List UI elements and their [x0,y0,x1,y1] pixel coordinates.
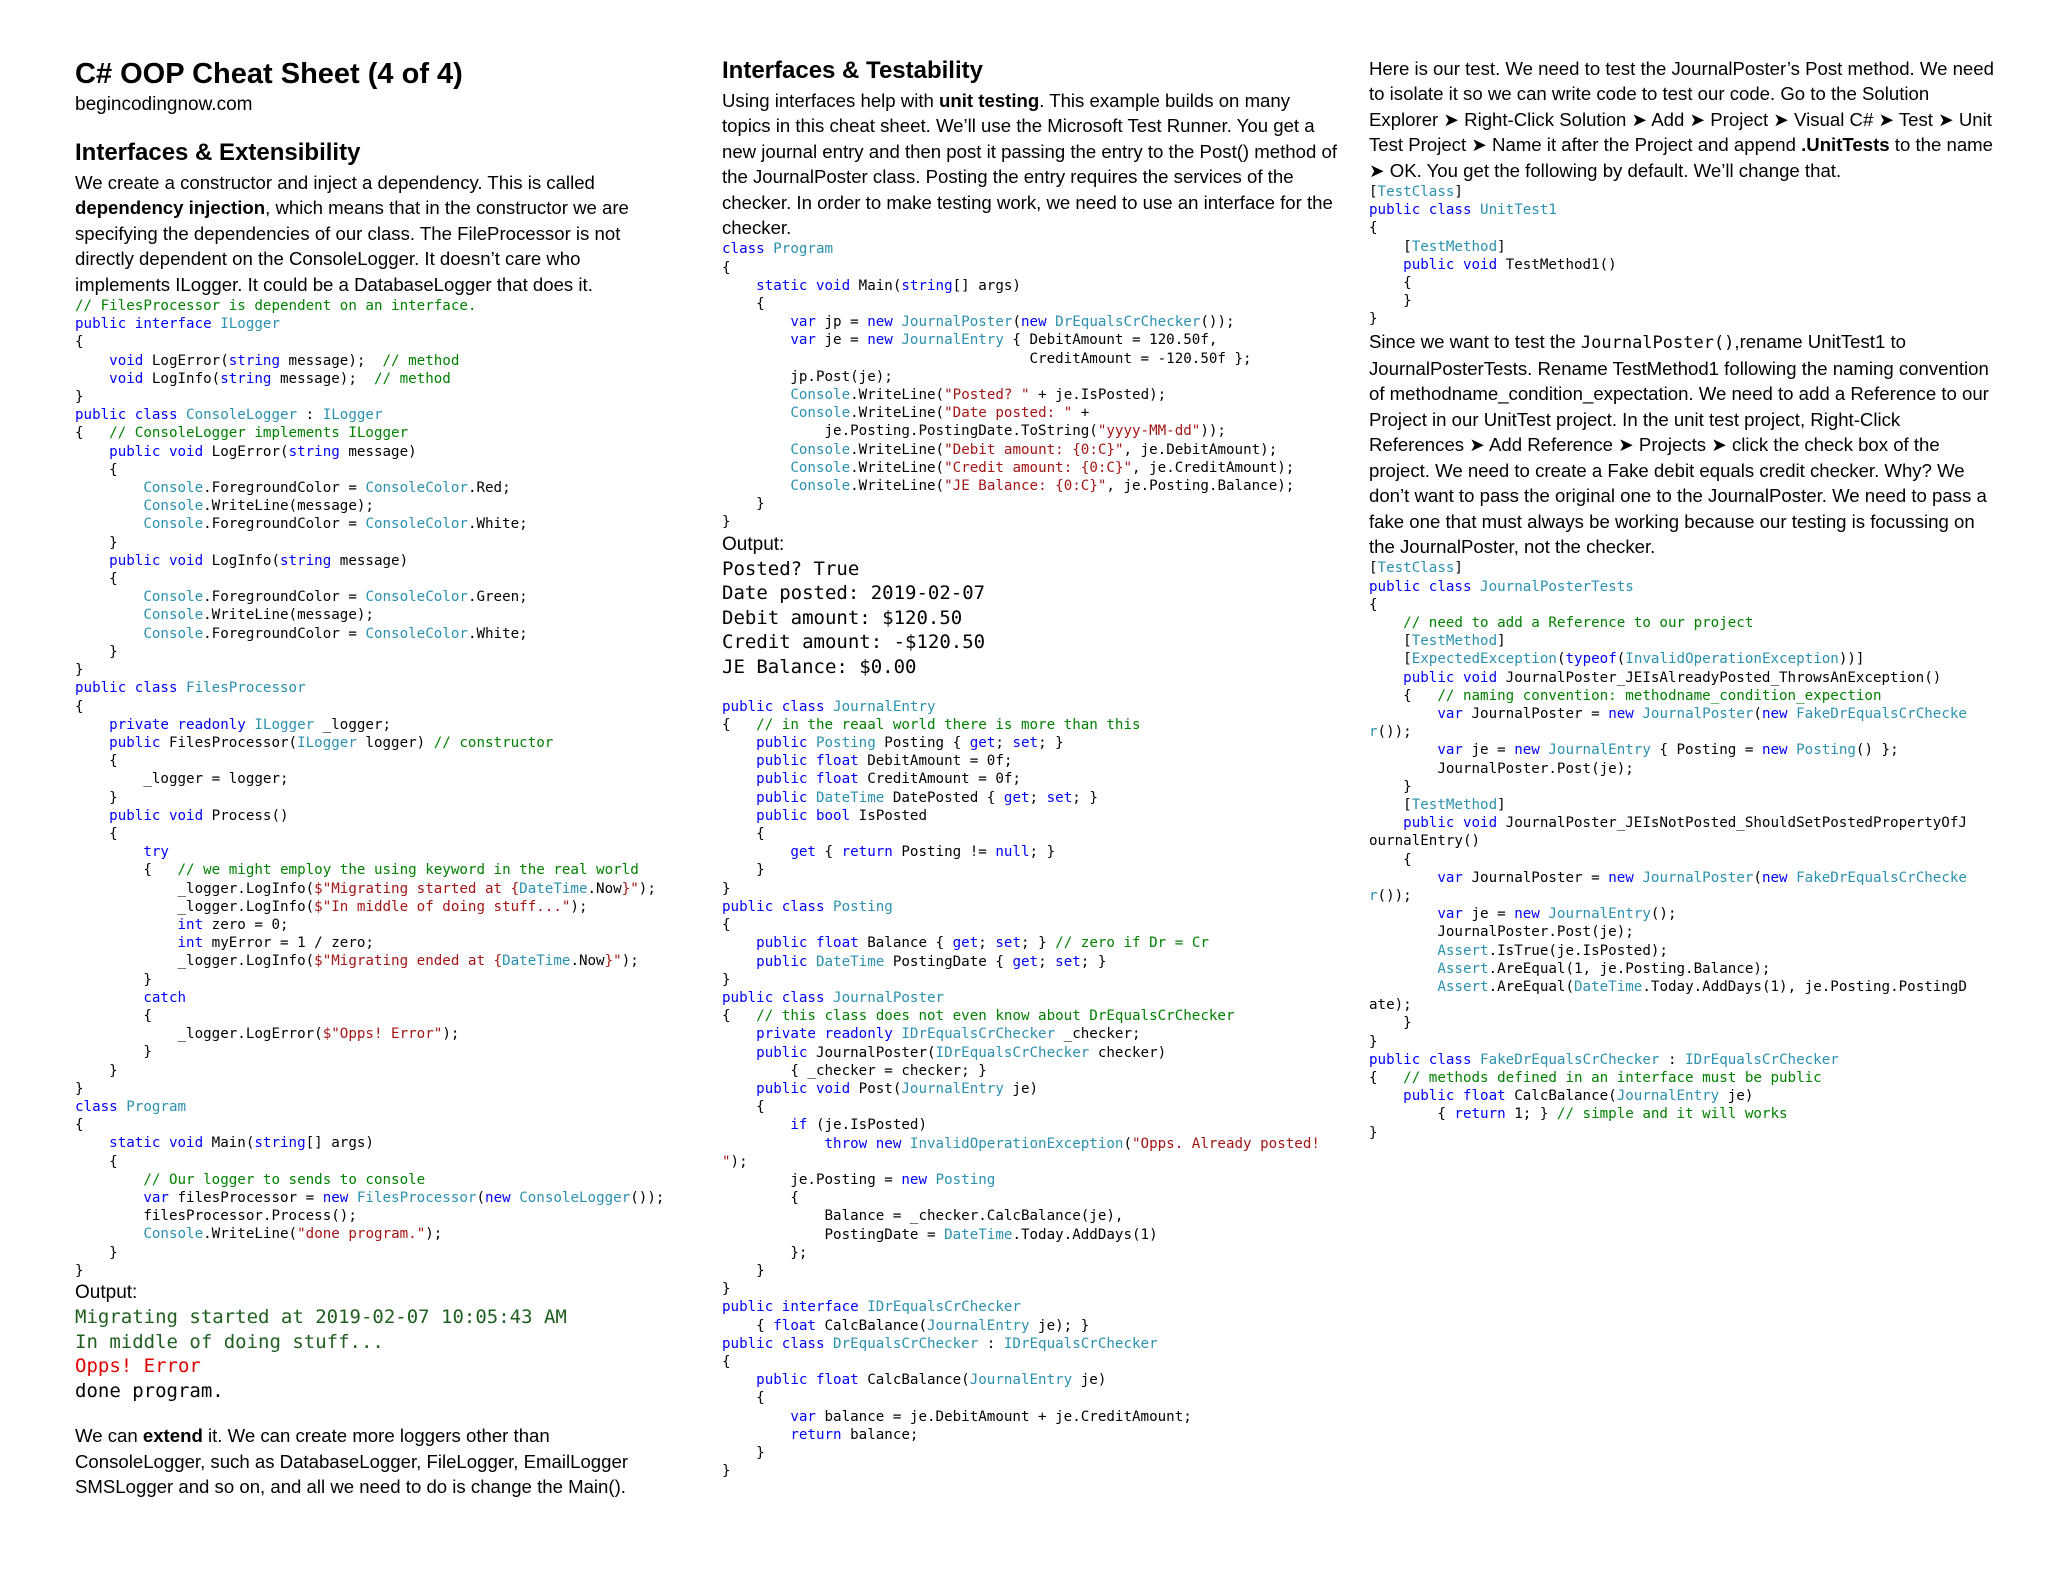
code-line: static void Main(string[] args) [756,277,1021,294]
code-line: je.Posting.PostingDate.ToString("yyyy-MM-dd")); [722,423,1226,440]
code-line: } [75,789,118,806]
code-line: public FilesProcessor(ILogger logger) // constructor [109,734,554,751]
code-line: jp.Post(je); [722,368,893,385]
code-line: public void Process() [109,807,289,824]
code-line: Console.WriteLine("Credit amount: {0:C}", je.CreditAmount); [790,459,1295,476]
inline-code: JournalPoster() [1580,332,1735,353]
code-line: filesProcessor.Process(); [75,1208,357,1225]
code-line: }; [722,1244,808,1261]
code-line: var je = new JournalEntry(); [1437,906,1677,923]
code-line: { // ConsoleLogger implements ILogger [75,425,409,442]
site-name: begincodingnow.com [75,94,253,115]
code-line: // FilesProcessor is dependent on an interface. [75,298,477,315]
code-line: public class UnitTest1 [1369,202,1557,219]
text-run: Since we want to test the [1369,330,1581,352]
code-line: Balance = _checker.CalcBalance(je), [722,1208,1124,1225]
code-line: { [722,1099,765,1116]
code-line: Console.ForegroundColor = ConsoleColor.White; [143,516,528,533]
code-line: { [75,461,118,478]
code-line: { [722,296,765,313]
code-line: { // methods defined in an interface must be public [1369,1070,1822,1086]
section-heading-extensibility: Interfaces & Extensibility [75,139,361,166]
code-line: return balance; [790,1426,919,1443]
code-line: [TestClass] [1369,560,1463,577]
output-label: Output: [75,1282,138,1303]
code-line: } [75,971,152,988]
code-line: public void Post(JournalEntry je) [756,1080,1039,1097]
code-line: { [1369,275,1412,292]
code-line: _logger.LogInfo($"Migrating ended at {DateTime.Now}"); [75,953,639,970]
code-line: public class FakeDrEqualsCrChecker : IDrEqualsCrChecker [1369,1051,1839,1068]
code-line: private readonly IDrEqualsCrChecker _checker; [756,1026,1141,1043]
code-line: public class JournalPosterTests [1369,578,1634,595]
code-line: } [722,1262,765,1279]
code-line: get { return Posting != null; } [790,844,1056,861]
code-line: } [722,1444,765,1461]
output-line: Opps! Error [75,1355,201,1378]
code-line: } [722,1281,731,1298]
code-line: [TestMethod] [1369,796,1506,813]
code-line: { // in the reaal world there is more than this [722,716,1141,733]
code-line: { [722,1190,799,1207]
code-line: void LogError(string message); // method [109,352,460,369]
text-run: We can [75,1425,143,1447]
code-line: public bool IsPosted [756,807,928,824]
code-line: public void LogInfo(string message) [109,552,409,569]
code-line: Assert.IsTrue(je.IsPosted); [1437,942,1668,959]
code-line: { [75,698,84,715]
testability-intro [722,88,1342,240]
section-heading-testability: Interfaces & Testability [722,57,983,84]
code-line: } [75,1244,118,1261]
code-line: class Program [722,241,834,258]
output-line: Posted? True [722,557,860,580]
code-line: if (je.IsPosted) [790,1117,928,1134]
code-line: var JournalPoster = new JournalPoster(new FakeDrEqualsCrChecke [1437,869,1967,886]
code-line: { [75,1007,152,1024]
code-line: catch [143,989,187,1006]
code-line: [ExpectedException(typeof(InvalidOperationException))] [1369,651,1865,668]
output-label: Output: [722,533,785,555]
bold-text: dependency injection [75,197,266,219]
code-line: public JournalPoster(IDrEqualsCrChecker checker) [756,1044,1167,1061]
code-line: { // naming convention: methodname_condition_expection [1369,687,1882,704]
code-line: } [1369,1015,1412,1032]
extensibility-outro [75,1423,675,1499]
code-line: Console.ForegroundColor = ConsoleColor.White; [143,625,528,642]
code-block-journalpostertests [1369,559,1999,1142]
code-line: "); [722,1153,748,1170]
code-line: int zero = 0; [177,916,289,933]
extensibility-intro [75,170,675,297]
code-line: var filesProcessor = new FilesProcessor(new ConsoleLogger()); [143,1189,665,1206]
code-line: Console.ForegroundColor = ConsoleColor.Red; [143,480,511,497]
code-line: ournalEntry() [1369,833,1481,850]
code-line: { float CalcBalance(JournalEntry je); } [722,1317,1090,1334]
unit-test-intro [1369,56,1999,183]
code-line: try [143,844,169,861]
output-line: done program. [75,1379,224,1402]
code-line: { [722,1353,731,1370]
output-line: Date posted: 2019-02-07 [722,582,986,605]
code-line: } [722,514,731,531]
code-line: ate); [1369,997,1412,1014]
code-line: var balance = je.DebitAmount + je.CreditAmount; [790,1408,1192,1425]
text-run: , which means that in the constructor we are specifying the dependencies of our class. The FileProcessor is not directly dependent on the ConsoleLogger. It doesn’t care who implements ILogger. It could be a DatabaseLogger that does it. [75,197,629,295]
code-line: } [75,1044,152,1061]
code-line: { [722,1390,765,1407]
code-line: { [722,917,731,934]
code-line: var je = new JournalEntry { Posting = new Posting() }; [1437,742,1899,759]
bold-text: unit testing [939,90,1040,111]
code-line: } [75,1080,84,1097]
code-line: public class ConsoleLogger : ILogger [75,407,383,424]
code-line: Console.WriteLine(message); [143,607,374,624]
code-line: } [75,643,118,660]
code-line: throw new InvalidOperationException("Opps. Already posted! [824,1135,1320,1152]
code-line: // Our logger to sends to console [143,1171,426,1188]
unit-test-explanation [1369,329,1999,560]
code-block-filesprocessor [75,297,675,1280]
code-line: _logger = logger; [75,771,289,788]
code-line: _logger.LogError($"Opps! Error"); [75,1026,460,1043]
code-line: class Program [75,1098,187,1115]
code-line: } [722,496,765,513]
bold-text: extend [142,1425,203,1447]
text-run: Here is our test. We need to test the JournalPoster’s Post method. We need to isolate it so we can write code to test our code. Go to the Solution Explorer ➤ Right-Click Solution ➤ Add ➤ Project ➤ Visual C# ➤ Test ➤ Unit Test Project ➤ Name it after the Project and append [1369,58,1994,156]
code-line: } [1369,293,1412,310]
code-line: public interface ILogger [75,316,281,333]
code-line: { [75,753,118,770]
code-line: public class JournalPoster [722,989,945,1006]
code-line: { [722,826,765,843]
code-line: _logger.LogInfo($"Migrating started at {DateTime.Now}"); [75,880,656,897]
output-line: Credit amount: -$120.50 [722,631,986,654]
code-line: } [722,862,765,879]
code-line: public void JournalPoster_JEIsNotPosted_ShouldSetPostedPropertyOfJ [1403,815,1967,832]
code-line: Assert.AreEqual(1, je.Posting.Balance); [1437,960,1771,977]
code-line: } [722,1463,731,1480]
code-line: { [75,1117,84,1134]
code-line: Console.WriteLine("done program."); [143,1226,443,1243]
code-line: Console.WriteLine("Date posted: " + [790,405,1090,422]
code-line: public void JournalPoster_JEIsAlreadyPosted_ThrowsAnException() [1403,669,1942,686]
code-line: CreditAmount = -120.50f }; [722,350,1252,367]
code-line: void LogInfo(string message); // method [109,370,451,387]
code-line: { _checker = checker; } [722,1062,987,1079]
text-run: ,rename UnitTest1 to JournalPosterTests. Rename TestMethod1 following the naming convention of methodname_condition_expectation. We need to add a Reference to our Project in our UnitTest project. In the unit test project, Right-Click References ➤ Add Reference ➤ Projects ➤ click the check box of the project. We need to create a Fake debit equals credit checker. Why? We don’t want to pass the original one to the JournalPoster. We need to pass a fake one that must always be working because our testing is focussing on the JournalPoster, not the checker. [1369,330,1989,557]
code-line: } [75,1062,118,1079]
code-line: { [1369,220,1378,237]
code-line: { return 1; } // simple and it will works [1369,1106,1788,1123]
code-line: { [75,334,84,351]
code-line: var je = new JournalEntry { DebitAmount = 120.50f, [790,332,1218,349]
text-run: it. We can create more loggers other than ConsoleLogger, such as DatabaseLogger, FileLogger, EmailLogger SMSLogger and so on, and all we need to do is change the Main(). [75,1425,629,1498]
code-line: } [75,389,84,406]
code-line: JournalPoster.Post(je); [1369,760,1634,777]
code-line: } [1369,1124,1378,1141]
code-line: public float CalcBalance(JournalEntry je) [1403,1088,1754,1105]
code-line: public class DrEqualsCrChecker : IDrEqualsCrChecker [722,1335,1158,1352]
code-line: public float Balance { get; set; } // zero if Dr = Cr [756,935,1209,952]
code-line: public class JournalEntry [722,698,936,715]
code-line: public void TestMethod1() [1403,256,1617,273]
console-output [722,557,1342,680]
code-line: } [75,662,84,679]
code-line: _logger.LogInfo($"In middle of doing stuff..."); [75,898,588,915]
code-line: { [75,1153,118,1170]
bold-text: .UnitTests [1801,134,1890,156]
page-title: C# OOP Cheat Sheet (4 of 4) [75,58,463,90]
code-line: } [1369,778,1412,795]
code-line: je.Posting = new Posting [722,1171,996,1188]
column-interfaces-extensibility [75,56,675,1500]
code-line: Console.WriteLine("JE Balance: {0:C}", je.Posting.Balance); [790,478,1295,495]
code-line: public float CalcBalance(JournalEntry je) [756,1372,1107,1389]
console-output [75,1305,675,1403]
code-line: [TestClass] [1369,184,1463,201]
code-block-journal-classes [722,698,1342,1481]
output-line: Migrating started at 2019-02-07 10:05:43 AM [75,1306,567,1328]
code-line: { [722,259,731,276]
code-line: [TestMethod] [1369,633,1506,650]
code-line: } [1369,311,1378,328]
code-line: } [1369,1033,1378,1050]
text-run: to the name ➤ OK. You get the following by default. We’ll change that. [1369,134,1993,181]
code-line: Console.WriteLine("Debit amount: {0:C}", je.DebitAmount); [790,441,1278,458]
code-line: public DateTime PostingDate { get; set; } [756,953,1107,970]
output-line: JE Balance: $0.00 [722,656,917,679]
code-line: r()); [1369,724,1412,741]
code-line: } [722,880,731,897]
code-line: [TestMethod] [1369,238,1506,255]
code-line: var JournalPoster = new JournalPoster(new FakeDrEqualsCrChecke [1437,705,1967,722]
code-line: } [75,534,118,551]
code-block-program [722,240,1342,531]
code-line: r()); [1369,887,1412,904]
code-line: public interface IDrEqualsCrChecker [722,1299,1021,1316]
code-line: private readonly ILogger _logger; [109,716,392,733]
code-line: { [75,825,118,842]
text-run: We create a constructor and inject a dependency. This is called [75,172,595,193]
code-line: { [1369,596,1378,613]
code-line: public DateTime DatePosted { get; set; } [756,789,1098,806]
column-interfaces-testability [722,56,1342,1480]
code-line: { // this class does not even know about DrEqualsCrChecker [722,1008,1235,1025]
code-line: } [722,971,731,988]
code-line: var jp = new JournalPoster(new DrEqualsCrChecker()); [790,314,1235,331]
output-line: In middle of doing stuff... [75,1330,384,1353]
code-line: public class FilesProcessor [75,680,306,697]
code-line: public float CreditAmount = 0f; [756,771,1021,788]
code-line: { [1369,851,1412,868]
code-line: { // we might employ the using keyword in the real world [75,862,639,879]
text-run: . This example builds on many topics in this cheat sheet. We’ll use the Microsoft Test Runner. You get a new journal entry and then post it passing the entry to the Post() method of the JournalPoster class. Posting the entry requires the services of the checker. In order to make testing work, we need to use an interface for the checker. [722,90,1337,239]
code-line: static void Main(string[] args) [109,1135,374,1152]
code-line: PostingDate = DateTime.Today.AddDays(1) [722,1226,1158,1243]
column-unit-tests [1369,56,1999,1142]
code-line: int myError = 1 / zero; [177,935,374,952]
code-line: public Posting Posting { get; set; } [756,735,1064,752]
code-line: public class Posting [722,898,893,915]
output-line: Debit amount: $120.50 [722,606,963,629]
text-run: Using interfaces help with [722,90,940,111]
code-line: Assert.AreEqual(DateTime.Today.AddDays(1), je.Posting.PostingD [1437,978,1967,995]
code-line: Console.WriteLine("Posted? " + je.IsPosted); [790,387,1167,404]
code-line: JournalPoster.Post(je); [1369,924,1634,941]
code-line: { [75,571,118,588]
code-line: // need to add a Reference to our project [1403,614,1754,631]
code-line: public float DebitAmount = 0f; [756,753,1013,770]
code-line: } [75,1262,84,1279]
code-line: Console.ForegroundColor = ConsoleColor.Green; [143,589,528,606]
code-line: public void LogError(string message) [109,443,417,460]
code-line: Console.WriteLine(message); [143,498,374,515]
code-block-unittest1 [1369,183,1999,329]
